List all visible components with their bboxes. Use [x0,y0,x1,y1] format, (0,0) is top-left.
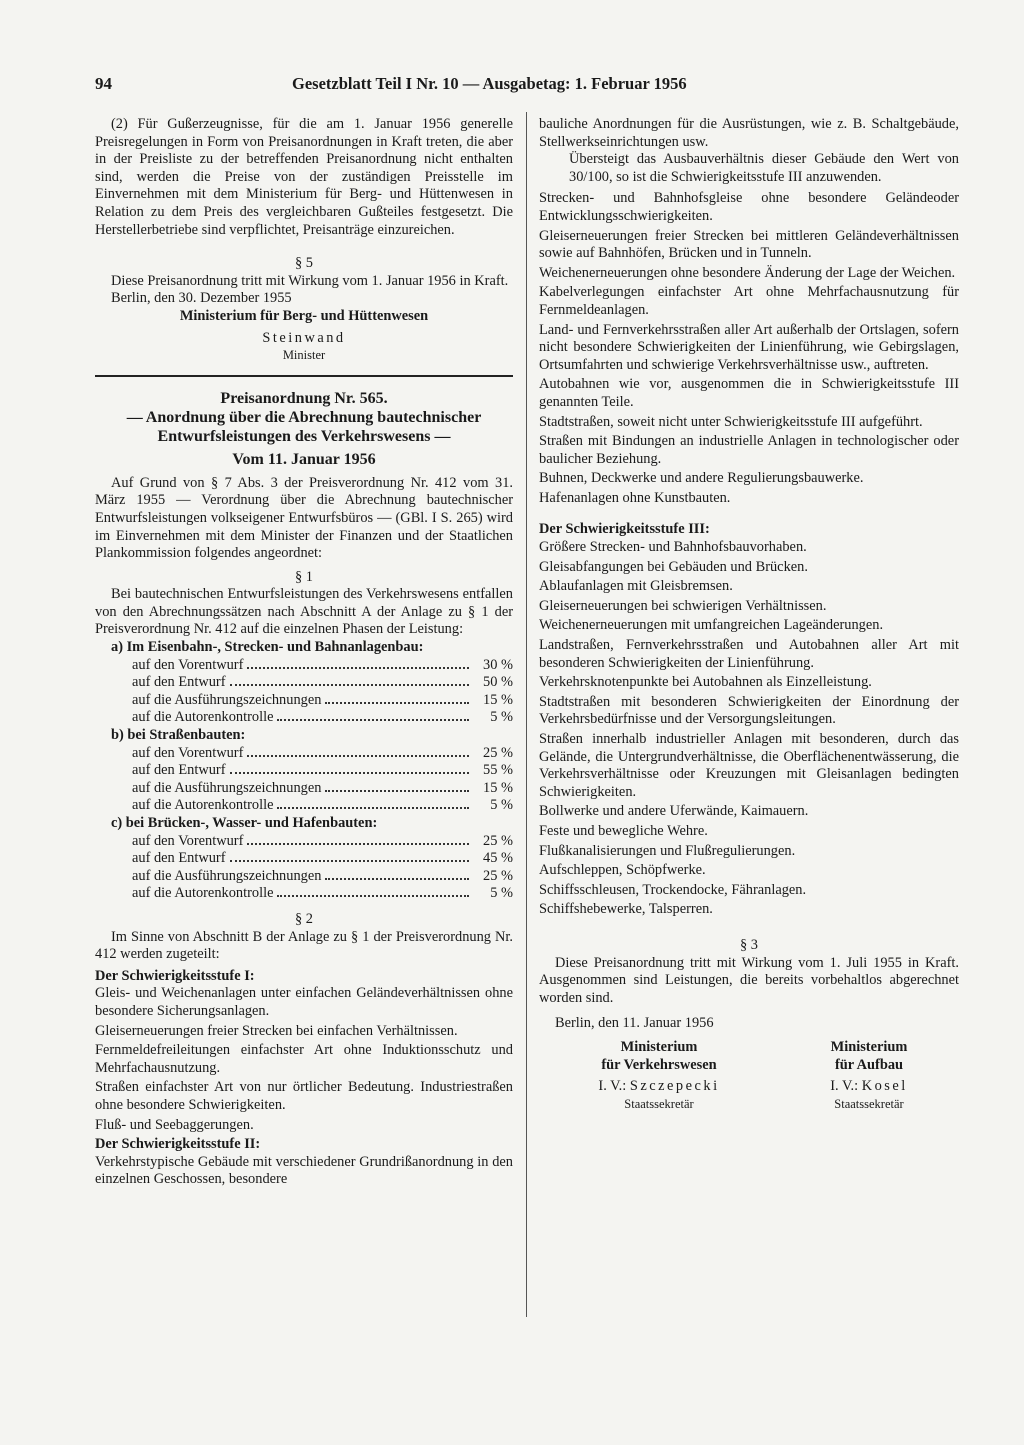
date-line-1: Berlin, den 30. Dezember 1955 [111,290,292,307]
rate-row [95,745,513,763]
rate-value: 25 % [483,744,513,761]
section-1-text: Bei bautechnischen Entwurfsleistungen des Verkehrswesens entfallen von den Abrechnungssätzen nach Abschnitt A der Anlage zu § 1 der Preisverordnung Nr. 412 auf die einzelnen Phasen der Leistung: [95,586,513,638]
rate-value: 25 % [483,832,513,849]
rate-group-heading: b) bei Straßenbauten: [111,727,246,744]
rate-row [95,868,513,886]
rate-label: auf die Autorenkontrolle [132,709,274,726]
section-2-text: Im Sinne von Abschnitt B der Anlage zu § 1 der Preisverordnung Nr. 412 werden zugeteilt: [95,928,513,963]
page-number: 94 [95,74,112,93]
paragraph-gusserzeugnisse: (2) Für Gußerzeugnisse, für die am 1. Januar 1956 generelle Preisregelungen in Form von Preisanordnungen in Kraft treten, die aber in der Preisliste zu der betreffenden Preisanordnung nicht enthalten sind, werden die Preise von der zuständigen Preisstelle im Einvernehmen mit dem Ministerium für Berg- und Hüttenwesen in Relation zu dem Preis des vergleichbaren Gußteiles festgesetzt. Die Herstellerbetriebe sind verpflichtet, Preisanträge einzureichen. [95,116,513,238]
list-item: Fernmeldefreileitungen einfachster Art ohne Induktionsschutz und Mehrfachausnutzung. [95,1042,513,1076]
signer-role: Staatssekretär [624,1096,694,1111]
list-item: Stadtstraßen mit besonderen Schwierigkeiten der Einordnung der Verkehrsbedürfnisse und der Versorgungsleitungen. [539,693,959,728]
rate-label: auf die Ausführungszeichnungen [132,779,322,796]
signer-name: Szczepecki [629,1078,720,1095]
rate-value: 5 % [490,797,513,814]
signature-block [539,1039,959,1113]
list-item: Straßen einfachster Art von nur örtlicher Bedeutung. Industriestraßen ohne besondere Schwierigkeiten. [95,1079,513,1113]
list-item: Größere Strecken- und Bahnhofsbauvorhaben. [539,539,807,556]
rate-label: auf den Entwurf [132,674,226,691]
rate-label: auf die Autorenkontrolle [132,885,274,902]
signature-aufbau [799,1039,939,1113]
list-item: Aufschleppen, Schöpfwerke. [539,862,706,879]
rate-value: 5 % [490,709,513,726]
list-item: Autobahnen wie vor, ausgenommen die in Schwierigkeitsstufe III genannten Teile. [539,376,959,410]
rate-row [95,850,513,868]
rate-row [95,692,513,710]
list-item: Schiffshebewerke, Talsperren. [539,901,713,918]
section-3-text: Diese Preisanordnung tritt mit Wirkung vom 1. Juli 1955 in Kraft. Ausgenommen sind Leistungen, die bereits vorbehaltlos abgerechnet worden sind. [539,954,959,1006]
page-header [95,74,775,96]
signer-name-1: Steinwand [262,329,346,346]
signer-role: Staatssekretär [834,1096,904,1111]
rate-row [95,780,513,798]
rate-group-c [95,815,513,903]
right-column [539,116,959,1113]
rate-label: auf die Ausführungszeichnungen [132,691,322,708]
list-item: Landstraßen, Fernverkehrsstraßen und Autobahnen aller Art mit besonderen Schwierigkeiten der Linienführung. [539,637,959,671]
ministry-name: für Verkehrswesen [601,1056,717,1073]
ministry-name: für Aufbau [834,1056,904,1073]
list-item: Land- und Fernverkehrsstraßen aller Art außerhalb der Ortslagen, sofern nicht besondere Schwierigkeiten der Linienführung, wie Gebirgslagen, Ortsumfahrten und schwierige Verkehrsverhältnisse usw., auftreten. [539,321,959,373]
rate-label: auf den Vorentwurf [132,832,244,849]
decree-subtitle: — Anordnung über die Abrechnung bautechnischer Entwurfsleistungen des Verkehrswesens — [126,408,482,445]
signer-prefix: I. V.: [830,1078,862,1095]
signer-name: Kosel [861,1078,908,1095]
ministry-label: Ministerium [620,1038,698,1055]
rate-label: auf die Autorenkontrolle [132,797,274,814]
ministry-berg-huettenwesen: Ministerium für Berg- und Hüttenwesen [179,307,429,324]
rate-label: auf den Vorentwurf [132,656,244,673]
list-item: Fluß- und Seebaggerungen. [95,1116,254,1133]
signer-role-1: Minister [282,348,326,363]
signature-verkehrswesen [559,1039,759,1113]
list-item: Straßen mit Bindungen an industrielle Anlagen in technologischer oder baulicher Beziehung. [539,433,959,467]
rate-row [95,797,513,815]
rate-value: 5 % [490,885,513,902]
list-item: Straßen innerhalb industrieller Anlagen mit besonderen, durch das Gelände, die Untergrundverhältnisse, die Oberflächenentwässerung, die Verkehrsverhältnisse oder Kreuzungen mit Gleisanlagen bedingten Schwierigkeiten. [539,731,959,800]
list-item: Feste und bewegliche Wehre. [539,822,708,839]
column-divider [526,112,527,1317]
rate-group-heading: c) bei Brücken-, Wasser- und Hafenbauten: [111,815,378,831]
list-item: Weichenerneuerungen mit umfangreichen Lageänderungen. [539,617,884,634]
decree-intro: Auf Grund von § 7 Abs. 3 der Preisverordnung Nr. 412 vom 31. März 1955 — Verordnung über die Abrechnung bautechnischer Entwurfsleistungen volkseigener Entwurfsbüros — (GBl. I S. 265) wird im Einvernehmen mit dem Minister der Finanzen und der Staatlichen Plankommission folgendes angeordnet: [95,474,513,562]
section-5-heading: § 5 [295,255,313,272]
date-line-2: Berlin, den 11. Januar 1956 [555,1015,714,1032]
list-item: Bollwerke und andere Uferwände, Kaimauern. [539,803,809,820]
running-title: Gesetzblatt Teil I Nr. 10 — Ausgabetag: 1. Februar 1956 [292,74,687,93]
list-item: Flußkanalisierungen und Flußregulierungen. [539,842,796,859]
rate-row [95,885,513,903]
rate-value: 50 % [483,674,513,691]
list-item: Gleiserneuerungen freier Strecken bei mittleren Geländeverhältnissen sowie auf Bahnhöfen, Brücken und in Tunneln. [539,227,959,262]
list-item: Gleis- und Weichenanlagen unter einfachen Geländeverhältnissen ohne besondere Sicherungsanlagen. [95,985,513,1019]
signer-prefix: I. V.: [598,1078,630,1095]
rate-value: 15 % [483,691,513,708]
list-item: Hafenanlagen ohne Kunstbauten. [539,489,731,506]
rate-row [95,762,513,780]
list-item: Schiffsschleusen, Trockendocke, Fähranlagen. [539,881,807,898]
list-item: Gleisabfangungen bei Gebäuden und Brücken. [539,558,808,575]
rate-value: 55 % [483,762,513,779]
list-item: Gleiserneuerungen freier Strecken bei einfachen Verhältnissen. [95,1022,458,1039]
section-3-heading: § 3 [740,936,758,953]
rate-label: auf den Vorentwurf [132,744,244,761]
decree-date: Vom 11. Januar 1956 [232,450,376,468]
rate-label: auf den Entwurf [132,762,226,779]
rate-group-heading: a) Im Eisenbahn-, Strecken- und Bahnanlagenbau: [111,639,424,656]
rate-row [95,709,513,727]
left-column [95,116,513,1189]
list-item: Strecken- und Bahnhofsgleise ohne besondere Geländeoder Entwicklungsschwierigkeiten. [539,190,959,224]
list-item: Ablaufanlagen mit Gleisbremsen. [539,578,733,595]
section-5-text: Diese Preisanordnung tritt mit Wirkung vom 1. Januar 1956 in Kraft. [111,272,509,289]
rate-value: 45 % [483,850,513,867]
stufe-2-continued: bauliche Anordnungen für die Ausrüstungen, wie z. B. Schaltgebäude, Stellwerkseinrichtungen usw. [539,116,959,150]
list-item: Verkehrsknotenpunkte bei Autobahnen als Einzelleistung. [539,674,872,691]
rate-value: 15 % [483,779,513,796]
list-item: Stadtstraßen, soweit nicht unter Schwierigkeitsstufe III aufgeführt. [539,413,923,430]
section-separator [95,375,513,377]
stufe-2-note: Übersteigt das Ausbauverhältnis dieser Gebäude den Wert von 30/100, so ist die Schwierigkeitsstufe III anzuwenden. [569,151,959,185]
rate-value: 25 % [483,867,513,884]
rate-label: auf die Ausführungszeichnungen [132,867,322,884]
list-item: Weichenerneuerungen ohne besondere Änderung der Lage der Weichen. [539,264,956,281]
stufe-2-heading: Der Schwierigkeitsstufe II: [95,1136,261,1153]
stufe-2-first-item: Verkehrstypische Gebäude mit verschiedener Grundrißanordnung in den einzelnen Geschossen, besondere [95,1153,513,1188]
section-2-heading: § 2 [295,910,313,927]
rate-group-a [95,639,513,727]
rate-group-b [95,727,513,815]
rate-row [95,657,513,675]
rate-row [95,833,513,851]
stufe-1-heading: Der Schwierigkeitsstufe I: [95,967,255,984]
stufe-3-heading: Der Schwierigkeitsstufe III: [539,521,710,538]
list-item: Kabelverlegungen einfachster Art ohne Mehrfachausnutzung für Fernmeldeanlagen. [539,284,959,318]
decree-title: Preisanordnung Nr. 565. [220,389,388,407]
rate-label: auf den Entwurf [132,850,226,867]
list-item: Buhnen, Deckwerke und andere Regulierungsbauwerke. [539,470,864,487]
ministry-label: Ministerium [830,1038,908,1055]
list-item: Gleiserneuerungen bei schwierigen Verhältnissen. [539,597,827,614]
rate-row [95,674,513,692]
section-1-heading: § 1 [295,568,313,585]
rate-value: 30 % [483,656,513,673]
